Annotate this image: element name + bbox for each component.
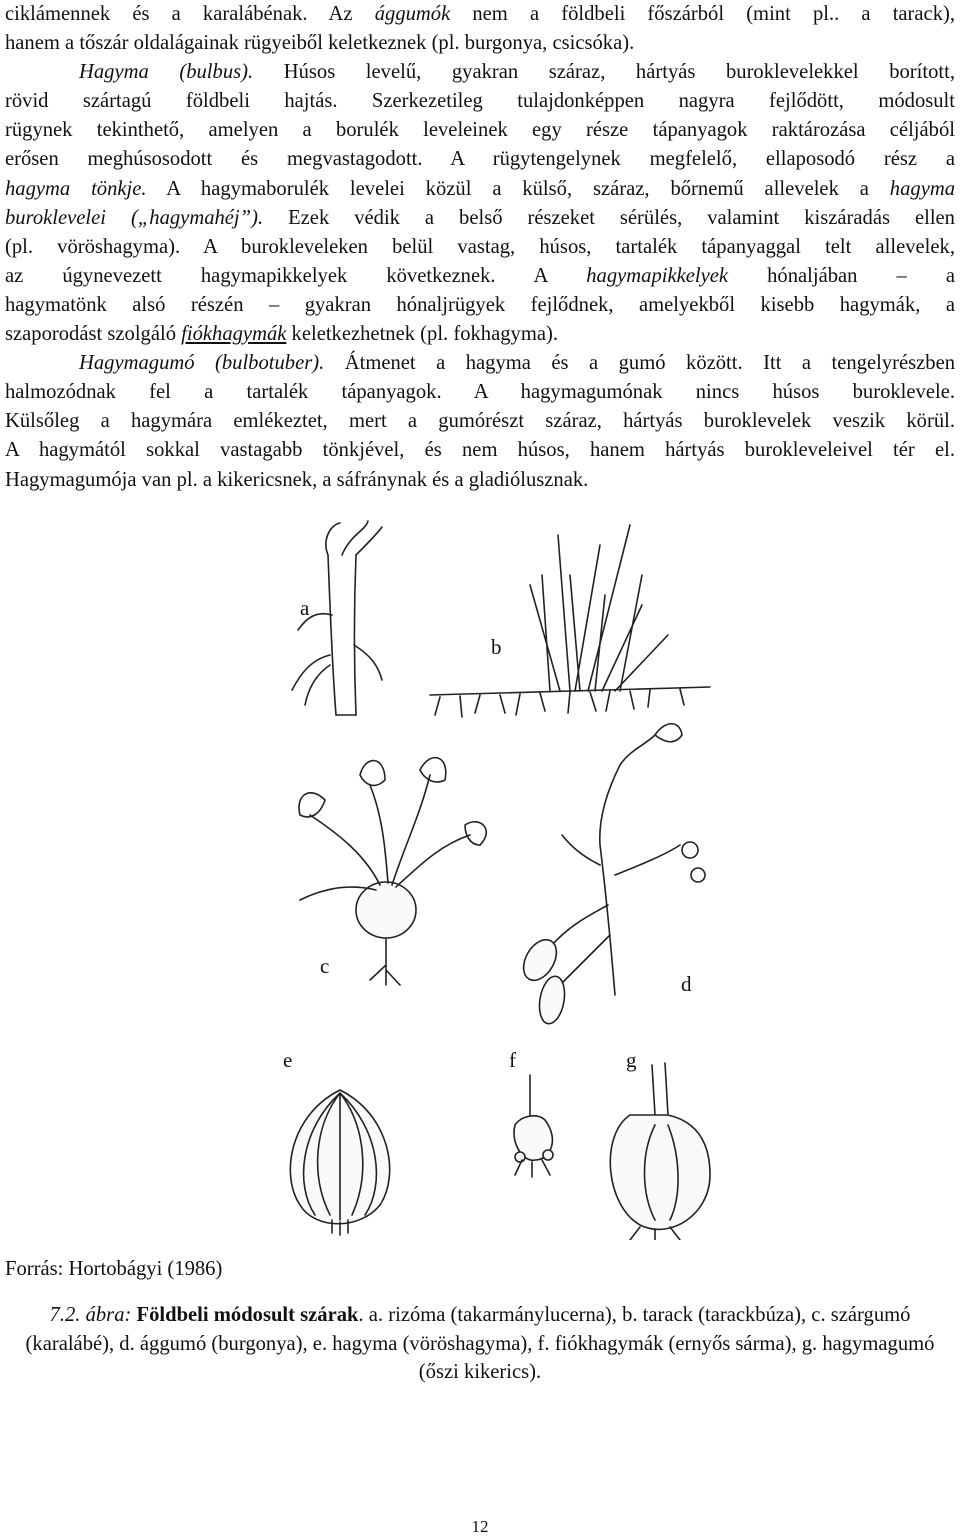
figure-label-g: g <box>626 1048 637 1072</box>
text-run: A hagymától sokkal vastagabb tönkjével, és nem húsos, hanem hártyás burokleveleivel tér el. <box>5 439 955 462</box>
text-run: hanem a tőszár oldalágainak rügyeiből keletkeznek (pl. burgonya, csicsóka). <box>5 32 635 55</box>
text-run: hagymapikkelyek <box>586 264 729 287</box>
text-run: erősen meghúsosodott és megvastagodott. A rügytengelynek megfelelő, ellaposodó rész a <box>5 148 955 171</box>
figure-caption <box>20 1301 940 1387</box>
figure-label-d: d <box>681 972 692 996</box>
caption-title: Földbeli módosult szárak <box>136 1304 359 1326</box>
text-line <box>5 175 955 204</box>
text-run: hagyma tönkje. <box>5 177 147 200</box>
text-line <box>5 466 955 495</box>
figure-source: Forrás: Hortobágyi (1986) <box>5 1258 223 1280</box>
text-line <box>5 320 955 349</box>
text-run: Ezek védik a belső részeket sérülés, valamint kiszáradás ellen <box>263 206 955 229</box>
text-run: Hagymagumója van pl. a kikericsnek, a sáfránynak és a gladiólusznak. <box>5 468 589 491</box>
text-run: fiókhagymák <box>181 323 287 346</box>
crocus-corm-drawing-g <box>610 1063 710 1240</box>
page-number: 12 <box>471 1517 489 1536</box>
text-run: rügynek tekinthető, amelyen a borulék leveleinek egy része tápanyagok raktározása céljából <box>5 119 955 142</box>
text-run: hónaljában – a <box>728 264 955 287</box>
text-run: hagymatönk alsó részén – gyakran hónaljrügyek fejlődnek, amelyekből kisebb hagymák, a <box>5 293 955 316</box>
text-run: Hagyma (bulbus). <box>79 61 254 84</box>
text-run: nem a földbeli főszárból (mint pl.. a tarack), <box>450 3 955 25</box>
figure-drawing <box>270 515 770 1240</box>
text-line <box>5 0 955 29</box>
tarack-drawing-b <box>430 525 710 717</box>
text-line <box>5 29 955 58</box>
text-line <box>5 407 955 436</box>
text-line <box>5 262 955 291</box>
potato-drawing-d <box>517 724 705 1026</box>
text-line <box>5 436 955 465</box>
bulblets-drawing-f <box>514 1075 553 1177</box>
body-text <box>5 0 955 495</box>
text-run: Külsőleg a hagymára emlékeztet, mert a gumórészt száraz, hártyás buroklevelek veszik körül. <box>5 410 955 433</box>
text-run: hagyma <box>889 177 955 200</box>
text-run: A hagymaborulék levelei közül a külső, száraz, bőrnemű allevelek a <box>146 177 890 200</box>
text-run: Hagymagumó (bulbotuber). <box>79 352 325 375</box>
caption-text: . a. rizóma (takarmánylucerna), b. tarack (tarackbúza), c. szárgumó (karalábé), d. ággumó (burgonya), e. hagyma (vöröshagyma), f. fiókhagymák (ernyős sárma), g. hagymagumó (őszi kikerics). <box>25 1304 935 1383</box>
text-run: Átmenet a hagyma és a gumó között. Itt a tengelyrészben <box>324 352 956 375</box>
text-run: keletkezhetnek (pl. fokhagyma). <box>286 323 559 346</box>
text-run: rövid szártagú földbeli hajtás. Szerkezetileg tulajdonképpen nagyra fejlődött, módosult <box>5 90 955 113</box>
text-line <box>5 349 955 378</box>
text-run: Húsos levelű, gyakran száraz, hártyás buroklevelekkel borított, <box>253 61 956 84</box>
text-run: ággumók <box>374 3 451 25</box>
text-run: szaporodást szolgáló <box>5 323 182 346</box>
text-run: az úgynevezett hagymapikkelyek következnek. A <box>5 264 587 287</box>
plant-illustrations-figure <box>270 515 770 1240</box>
figure-label-c: c <box>320 954 330 978</box>
text-line <box>5 378 955 407</box>
text-line <box>5 145 955 174</box>
text-line <box>5 116 955 145</box>
text-run: (pl. vöröshagyma). A burokleveleken belül vastag, húsos, tartalék tápanyaggal telt allevelek, <box>5 235 955 258</box>
figure-label-f: f <box>509 1048 516 1072</box>
text-line <box>5 291 955 320</box>
text-run: halmozódnak fel a tartalék tápanyagok. A hagymagumónak nincs húsos buroklevele. <box>5 381 955 404</box>
kohlrabi-drawing-c <box>299 758 486 985</box>
figure-label-a: a <box>300 596 310 620</box>
text-line <box>5 58 955 87</box>
figure-label-b: b <box>491 635 502 659</box>
text-run: buroklevelei („hagymahéj”). <box>5 206 264 229</box>
text-line <box>5 87 955 116</box>
text-line <box>5 204 955 233</box>
text-run: ciklámennek és a karalábénak. Az <box>5 3 375 25</box>
text-line <box>5 233 955 262</box>
figure-label-e: e <box>283 1048 293 1072</box>
caption-prefix: 7.2. ábra: <box>49 1304 132 1326</box>
onion-drawing-e <box>290 1090 389 1235</box>
